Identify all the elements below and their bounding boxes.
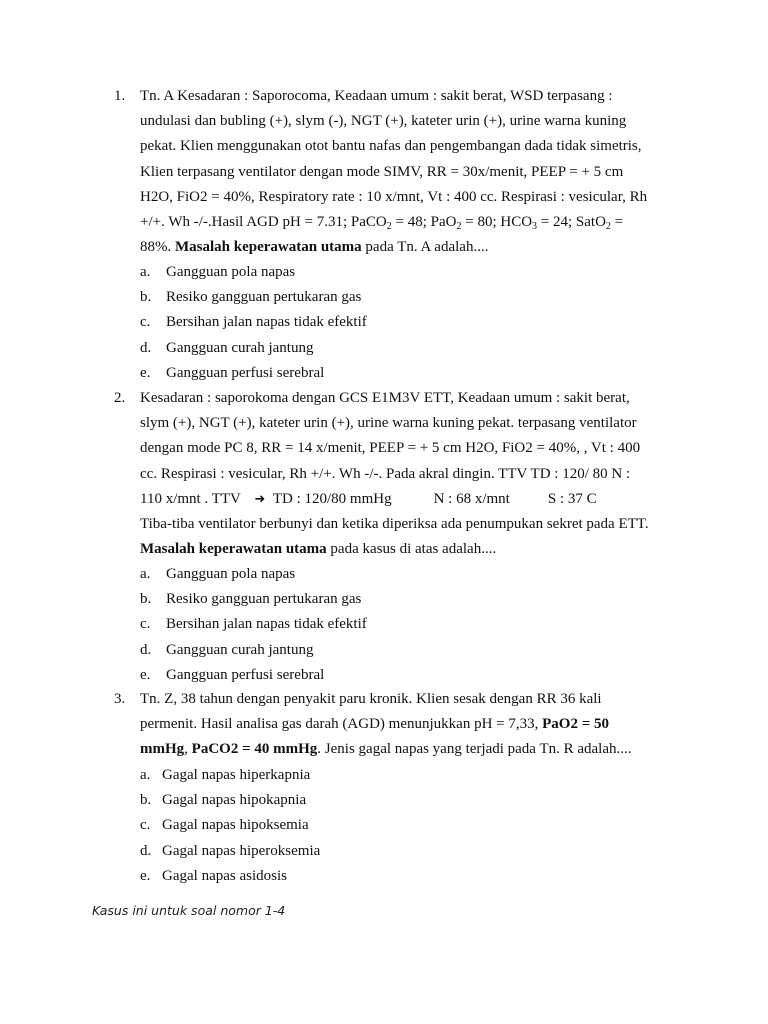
- option-c: [140, 310, 660, 335]
- option-text: Gangguan pola napas: [166, 264, 296, 280]
- question-stem: [140, 84, 666, 260]
- stem-line: Klien terpasang ventilator dengan mode SIMV, RR = 30x/menit, PEEP = + 5 cm: [140, 163, 624, 180]
- question-stem: [140, 687, 666, 763]
- option-d: [140, 336, 660, 361]
- option-text: Gangguan perfusi serebral: [166, 666, 325, 683]
- stem-line: undulasi dan bubling (+), slym (-), NGT (+), kateter urin (+), urine warna kuning: [140, 113, 627, 130]
- option-a: [140, 562, 660, 587]
- text-segment: 88%.: [140, 239, 175, 256]
- stem-line: pekat. Klien menggunakan otot bantu nafas dan pengembangan dada tidak simetris,: [140, 138, 642, 155]
- option-text: Resiko gangguan pertukaran gas: [166, 591, 362, 608]
- option-text: Gangguan pola napas: [166, 566, 296, 582]
- option-letter: e.: [140, 364, 151, 381]
- option-letter: b.: [140, 591, 152, 608]
- option-e: [140, 864, 660, 889]
- option-e: [140, 361, 660, 386]
- option-text: Gangguan perfusi serebral: [166, 364, 325, 381]
- question-number: 2.: [114, 390, 126, 406]
- option-letter: d.: [140, 842, 152, 859]
- stem-line-agd: [140, 712, 666, 737]
- text-segment: N : 68 x/mnt: [433, 490, 510, 507]
- option-text: Bersihan jalan napas tidak efektif: [166, 616, 367, 633]
- option-letter: d.: [140, 339, 152, 356]
- option-text: Gagal napas hiperkapnia: [162, 767, 311, 783]
- option-e: [140, 663, 660, 688]
- option-letter: e.: [140, 666, 151, 683]
- option-letter: b.: [140, 289, 152, 306]
- option-letter: d.: [140, 641, 152, 658]
- options-q2: [140, 562, 660, 688]
- stem-line: Tn. Z, 38 tahun dengan penyakit paru kronik. Klien sesak dengan RR 36 kali: [140, 691, 602, 707]
- option-letter: a.: [140, 767, 151, 783]
- text-segment: permenit. Hasil analisa gas darah (AGD) menunjukkan pH = 7,33,: [140, 716, 543, 733]
- option-b: [140, 587, 660, 612]
- option-letter: e.: [140, 867, 151, 884]
- option-text: Gagal napas hipokapnia: [162, 792, 307, 809]
- page-footer: Kasus ini untuk soal nomor 1-4: [92, 903, 286, 918]
- option-c: [140, 813, 660, 838]
- question-number: 1.: [114, 88, 126, 104]
- stem-line: Kesadaran : saporokoma dengan GCS E1M3V ETT, Keadaan umum : sakit berat,: [140, 390, 630, 406]
- stem-line: cc. Respirasi : vesicular, Rh +/+. Wh -/-. Pada akral dingin. TTV TD : 120/ 80 N :: [140, 465, 631, 482]
- option-letter: a.: [140, 566, 151, 582]
- stem-line-prompt: [140, 537, 666, 562]
- stem-line: H2O, FiO2 = 40%, Respiratory rate : 10 x/mnt, Vt : 400 cc. Respirasi : vesicular, Rh: [140, 188, 648, 205]
- text-segment: pada kasus di atas adalah....: [326, 541, 497, 558]
- bold-text: Masalah keperawatan utama: [140, 541, 327, 558]
- option-c: [140, 612, 660, 637]
- option-text: Gangguan curah jantung: [166, 641, 314, 658]
- text-segment: S : 37 C: [547, 490, 597, 507]
- stem-line: dengan mode PC 8, RR = 14 x/menit, PEEP = + 5 cm H2O, FiO2 = 40%, , Vt : 400: [140, 440, 641, 457]
- option-letter: c.: [140, 314, 151, 331]
- stem-line-ttv: [140, 487, 666, 512]
- subscript: 2: [456, 220, 462, 232]
- option-text: Gagal napas asidosis: [162, 867, 287, 884]
- stem-line-prompt: [140, 235, 666, 260]
- text-segment: TD : 120/80 mmHg: [272, 490, 392, 507]
- stem-line: Tn. A Kesadaran : Saporocoma, Keadaan umum : sakit berat, WSD terpasang :: [140, 88, 613, 104]
- text-segment: ,: [184, 741, 192, 758]
- right-arrow-icon: ➜: [254, 491, 266, 507]
- subscript: 2: [386, 220, 392, 232]
- option-text: Bersihan jalan napas tidak efektif: [166, 314, 367, 331]
- text-segment: =: [610, 213, 624, 230]
- stem-line-agd: [140, 210, 666, 235]
- option-letter: a.: [140, 264, 151, 280]
- option-text: Gangguan curah jantung: [166, 339, 314, 356]
- option-d: [140, 638, 660, 663]
- bold-text: PaCO2 = 40 mmHg: [191, 741, 318, 758]
- option-d: [140, 839, 660, 864]
- option-text: Gagal napas hipoksemia: [162, 817, 309, 834]
- subscript: 3: [532, 220, 538, 232]
- text-segment: = 24; SatO: [537, 213, 606, 230]
- text-segment: pada Tn. A adalah....: [361, 239, 489, 256]
- bold-text: PaO2 = 50: [542, 716, 609, 733]
- text-segment: 110 x/mnt . TTV: [140, 490, 241, 507]
- question-number: 3.: [114, 691, 126, 707]
- text-segment: . Jenis gagal napas yang terjadi pada Tn. R adalah....: [317, 741, 632, 758]
- bold-text: Masalah keperawatan utama: [175, 239, 362, 256]
- options-q3: [140, 763, 660, 889]
- option-b: [140, 788, 660, 813]
- option-b: [140, 285, 660, 310]
- question-stem: [140, 386, 666, 562]
- subscript: 2: [605, 220, 611, 232]
- stem-line: Tiba-tiba ventilator berbunyi dan ketika diperiksa ada penumpukan sekret pada ETT.: [140, 515, 649, 532]
- bold-text: mmHg: [140, 741, 185, 758]
- options-q1: [140, 260, 660, 386]
- option-letter: b.: [140, 792, 152, 809]
- option-a: [140, 260, 660, 285]
- option-letter: c.: [140, 616, 151, 633]
- option-letter: c.: [140, 817, 151, 834]
- stem-line-prompt: [140, 737, 666, 762]
- text-segment: = 80; HCO: [461, 213, 533, 230]
- option-a: [140, 763, 660, 788]
- option-text: Gagal napas hiperoksemia: [162, 842, 321, 859]
- text-segment: = 48; PaO: [391, 213, 457, 230]
- text-segment: +/+. Wh -/-.Hasil AGD pH = 7.31; PaCO: [140, 213, 387, 230]
- stem-line: slym (+), NGT (+), kateter urin (+), urine warna kuning pekat. terpasang ventilator: [140, 415, 637, 432]
- option-text: Resiko gangguan pertukaran gas: [166, 289, 362, 306]
